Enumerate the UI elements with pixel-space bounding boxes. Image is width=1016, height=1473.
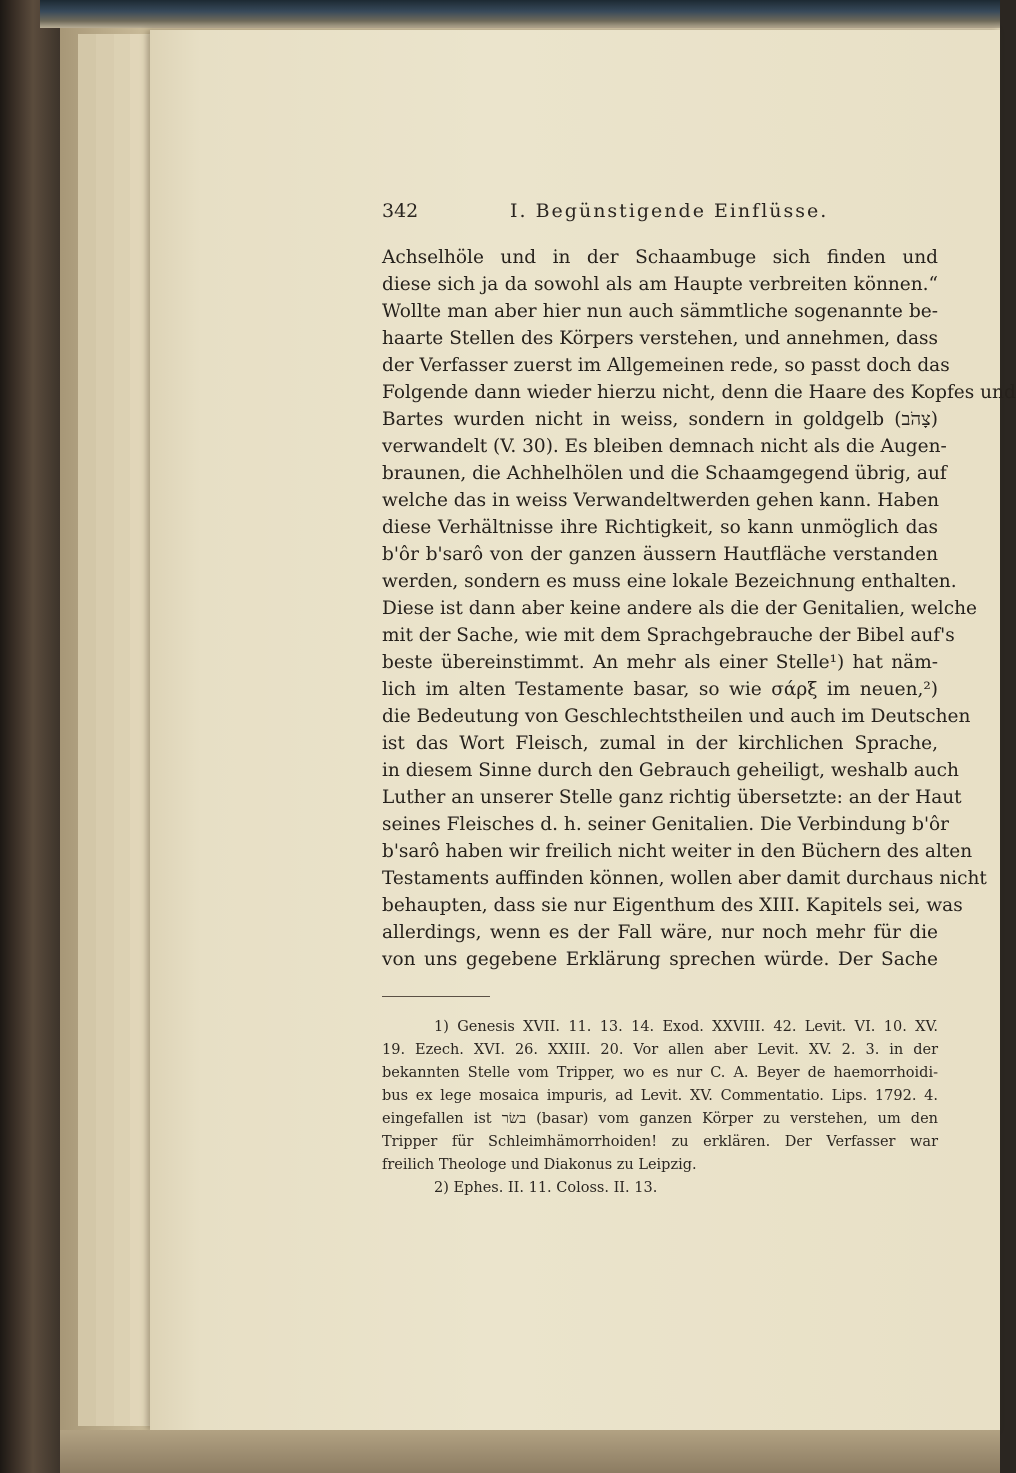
text-line: beste übereinstimmt. An mehr als einer Stelle¹) hat näm- (382, 652, 938, 673)
footnote-line: bus ex lege mosaica impuris, ad Levit. XV. Commentatio. Lips. 1792. 4. (382, 1088, 938, 1104)
text-line: ist das Wort Fleisch, zumal in der kirchlichen Sprache, (382, 733, 938, 754)
footnote-line: 1) Genesis XVII. 11. 13. 14. Exod. XXVIII. 42. Levit. VI. 10. XV. (434, 1019, 938, 1035)
text-line: von uns gegebene Erklärung sprechen würde. Der Sache (382, 949, 938, 970)
binding-top-edge (40, 0, 1000, 28)
text-line: allerdings, wenn es der Fall wäre, nur noch mehr für die (382, 922, 938, 943)
text-line: Luther an unserer Stelle ganz richtig übersetzte: an der Haut (382, 787, 962, 808)
text-line: behaupten, dass sie nur Eigenthum des XIII. Kapitels sei, was (382, 895, 963, 916)
footnote-line: 19. Ezech. XVI. 26. XXIII. 20. Vor allen aber Levit. XV. 2. 3. in der (382, 1042, 938, 1058)
footnotes (382, 1016, 938, 1200)
footnote-line: 2) Ephes. II. 11. Coloss. II. 13. (434, 1180, 658, 1196)
running-head: I. Begünstigende Einflüsse. (510, 200, 829, 222)
text-line: lich im alten Testamente basar, so wie σάρξ im neuen,²) (382, 679, 938, 700)
text-line: der Verfasser zuerst im Allgemeinen rede, so passt doch das (382, 355, 950, 376)
text-line: mit der Sache, wie mit dem Sprachgebrauche der Bibel auf's (382, 625, 955, 646)
text-line: Folgende dann wieder hierzu nicht, denn die Haare des Kopfes und (382, 382, 1016, 403)
footnote-line: Tripper für Schleimhämorrhoiden! zu erklären. Der Verfasser war (382, 1134, 938, 1150)
footnote-line: bekannten Stelle vom Tripper, wo es nur C. A. Beyer de haemorrhoidi- (382, 1065, 938, 1081)
text-line: diese sich ja da sowohl als am Haupte verbreiten können.“ (382, 274, 938, 295)
body-text (382, 244, 1016, 973)
text-line: diese Verhältnisse ihre Richtigkeit, so kann unmöglich das (382, 517, 938, 538)
text-line: Wollte man aber hier nun auch sämmtliche sogenannte be- (382, 301, 938, 322)
text-line: in diesem Sinne durch den Gebrauch geheiligt, weshalb auch (382, 760, 959, 781)
text-line: werden, sondern es muss eine lokale Bezeichnung enthalten. (382, 571, 957, 592)
text-line: braunen, die Achhelhölen und die Schaamgegend übrig, auf (382, 463, 947, 484)
text-line: Testaments auffinden können, wollen aber damit durchaus nicht (382, 868, 987, 889)
book-spine (0, 0, 60, 1473)
text-line: Bartes wurden nicht in weiss, sondern in goldgelb (צָהֹב) (382, 409, 938, 430)
text-line: b'ôr b'sarô von der ganzen äussern Hautfläche verstanden (382, 544, 938, 565)
text-line: die Bedeutung von Geschlechtstheilen und auch im Deutschen (382, 706, 971, 727)
footnote-line: eingefallen ist בשׂר (basar) vom ganzen Körper zu verstehen, um den (382, 1111, 939, 1127)
footnote-line: freilich Theologe und Diakonus zu Leipzig. (382, 1157, 697, 1173)
text-line: b'sarô haben wir freilich nicht weiter in den Büchern des alten (382, 841, 973, 862)
text-line: seines Fleisches d. h. seiner Genitalien. Die Verbindung b'ôr (382, 814, 950, 835)
page-header (382, 200, 942, 228)
text-line: Achselhöle und in der Schaambuge sich finden und (382, 247, 938, 268)
page-number: 342 (382, 200, 419, 222)
page-bottom-shadow (60, 1430, 1000, 1473)
text-line: verwandelt (V. 30). Es bleiben demnach nicht als die Augen- (382, 436, 947, 457)
text-line: Diese ist dann aber keine andere als die der Genitalien, welche (382, 598, 977, 619)
text-line: welche das in weiss Verwandeltwerden gehen kann. Haben (382, 490, 940, 511)
footnote-divider (382, 996, 490, 997)
text-line: haarte Stellen des Körpers verstehen, und annehmen, dass (382, 328, 938, 349)
